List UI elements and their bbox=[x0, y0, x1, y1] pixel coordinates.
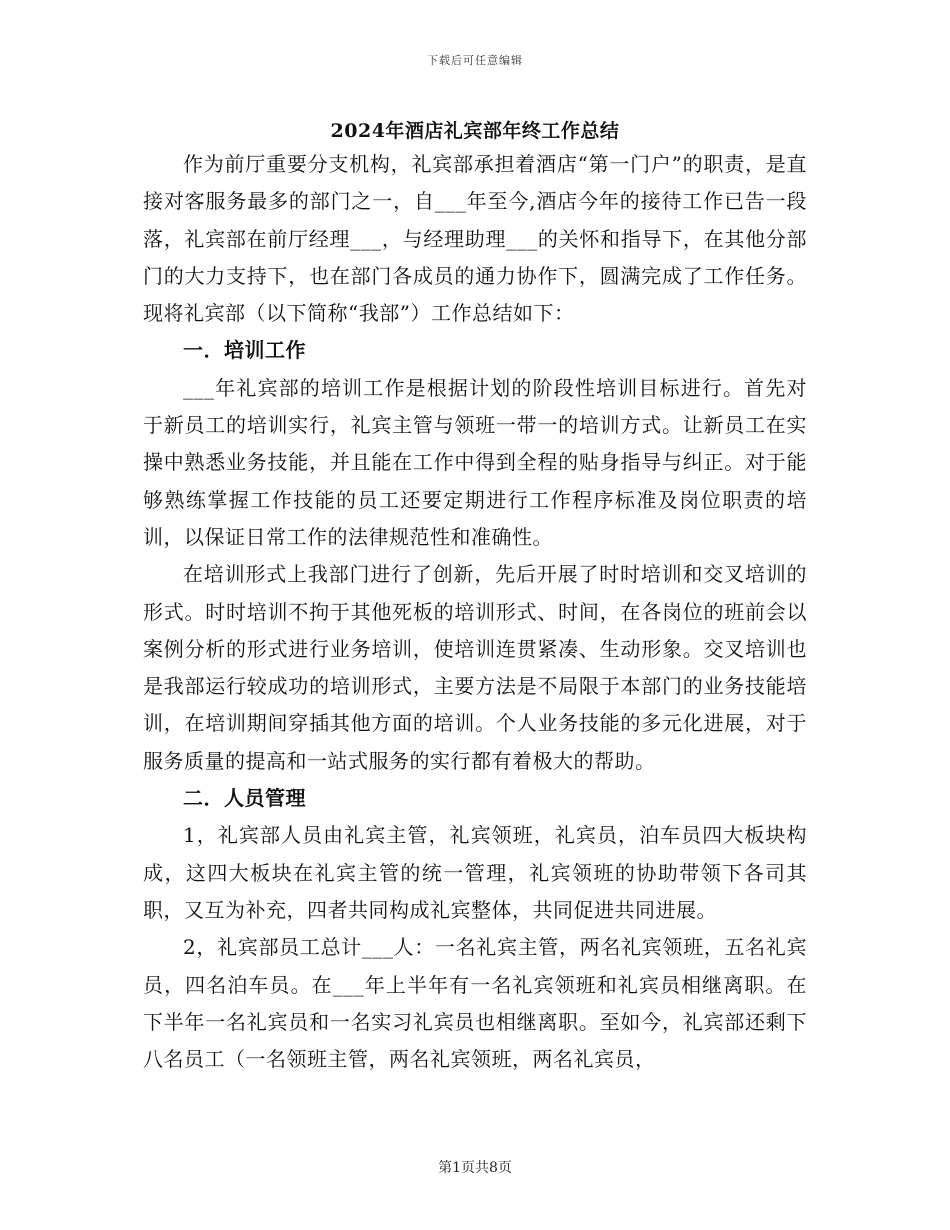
section-heading-training: 一．培训工作 bbox=[183, 338, 306, 363]
page-header-note: 下载后可任意编辑 bbox=[427, 54, 523, 67]
training-paragraph-2: 在培训形式上我部门进行了创新，先后开展了时时培训和交叉培训的形式。时时培训不拘于其他死板的培训形式、时间，在各岗位的班前会以案例分析的形式进行业务培训，使培训连贯紧凑、生动形象。交叉培训也是我部运行较成功的培训形式，主要方法是不局限于本部门的业务技能培训，在培训期间穿插其他方面的培训。个人业务技能的多元化进展，对于服务质量的提高和一站式服务的实行都有着极大的帮助。 bbox=[143, 562, 807, 773]
staff-paragraph-2: 2，礼宾部员工总计___人：一名礼宾主管，两名礼宾领班，五名礼宾员，四名泊车员。在___年上半年有一名礼宾领班和礼宾员相继离职。在下半年一名礼宾员和一名实习礼宾员也相继离职。至如今，礼宾部还剩下八名员工（一名领班主管，两名礼宾领班，两名礼宾员， bbox=[143, 935, 807, 1072]
document-body bbox=[143, 146, 807, 1078]
training-paragraph-1: ___年礼宾部的培训工作是根据计划的阶段性培训目标进行。首先对于新员工的培训实行，礼宾主管与领班一带一的培训方式。让新员工在实操中熟悉业务技能，并且能在工作中得到全程的贴身指导与纠正。对于能够熟练掌握工作技能的员工还要定期进行工作程序标准及岗位职责的培训，以保证日常工作的法律规范性和准确性。 bbox=[143, 375, 807, 549]
section-heading-staff: 二．人员管理 bbox=[183, 786, 306, 811]
staff-paragraph-1: 1，礼宾部人员由礼宾主管，礼宾领班，礼宾员，泊车员四大板块构成，这四大板块在礼宾主管的统一管理，礼宾领班的协助带领下各司其职，又互为补充，四者共同构成礼宾整体，共同促进共同进展。 bbox=[143, 823, 807, 922]
page-number-footer: 第1页共8页 bbox=[438, 1160, 512, 1176]
intro-paragraph: 作为前厅重要分支机构，礼宾部承担着酒店“第一门户”的职责，是直接对客服务最多的部门之一，自___年至今,酒店今年的接待工作已告一段落，礼宾部在前厅经理___，与经理助理___的关怀和指导下，在其他分部门的大力支持下，也在部门各成员的通力协作下，圆满完成了工作任务。现将礼宾部（以下简称“我部”）工作总结如下： bbox=[143, 152, 807, 326]
document-title: 2024年酒店礼宾部年终工作总结 bbox=[330, 120, 620, 142]
